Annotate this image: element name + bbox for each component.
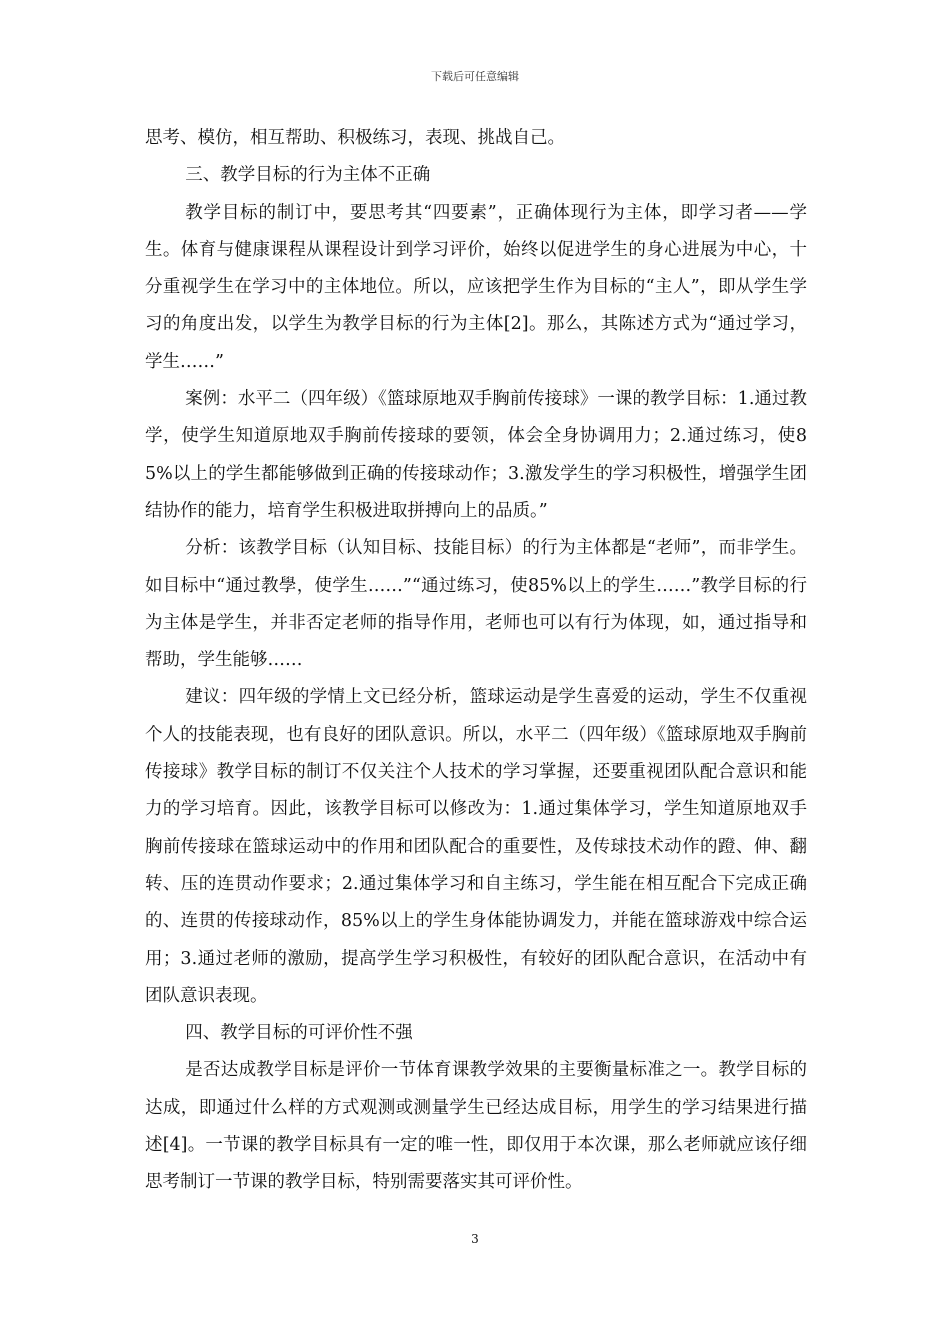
paragraph-suggestion: 建议：四年级的学情上文已经分析，篮球运动是学生喜爱的运动，学生不仅重视个人的技能表现，也有良好的团队意识。所以，水平二（四年级）《篮球原地双手胸前传接球》教学目标的制订不仅关注个人技术的学习掌握，还要重视团队配合意识和能力的学习培育。因此，该教学目标可以修改为：1.通过集体学习，学生知道原地双手胸前传接球在篮球运动中的作用和团队配合的重要性，及传球技术动作的蹬、伸、翻转、压的连贯动作要求；2.通过集体学习和自主练习，学生能在相互配合下完成正确的、连贯的传接球动作，85%以上的学生身体能协调发力，并能在篮球游戏中综合运用；3.通过老师的激励，提高学生学习积极性，有较好的团队配合意识，在活动中有团队意识表现。: [145, 687, 807, 1006]
section-heading-three: 三、教学目标的行为主体不正确: [185, 165, 431, 186]
paragraph-evaluation: 是否达成教学目标是评价一节体育课教学效果的主要衡量标准之一。教学目标的达成，即通过什么样的方式观测或测量学生已经达成目标，用学生的学习结果进行描述[4]。一节课的教学目标具有一定的唯一性，即仅用于本次课，那么老师就应该仔细思考制订一节课的教学目标，特别需要落实其可评价性。: [145, 1060, 807, 1193]
paragraph-behavior-subject: 教学目标的制订中，要思考其“四要素”，正确体现行为主体，即学习者——学生。体育与健康课程从课程设计到学习评价，始终以促进学生的身心进展为中心，十分重视学生在学习中的主体地位。所以，应该把学生作为目标的“主人”，即从学生学习的角度出发，以学生为教学目标的行为主体[2]。那么，其陈述方式为“通过学习，学生……”: [145, 202, 807, 372]
paragraph-continuation: 思考、模仿，相互帮助、积极练习，表现、挑战自己。: [145, 128, 565, 148]
page-header: 下载后可任意编辑: [431, 70, 519, 83]
paragraph-case: 案例：水平二（四年级）《篮球原地双手胸前传接球》一课的教学目标：1.通过教学，使学生知道原地双手胸前传接球的要领，体会全身协调用力；2.通过练习，使85%以上的学生都能够做到正确的传接球动作；3.激发学生的学习积极性，增强学生团结协作的能力，培育学生积极进取拼搏向上的品质。”: [145, 389, 807, 521]
paragraph-analysis: 分析：该教学目标（认知目标、技能目标）的行为主体都是“老师”，而非学生。如目标中“通过教學，使学生……”“通过练习，使85%以上的学生……”教学目标的行为主体是学生，并非否定老师的指导作用，老师也可以有行为体现，如，通过指导和帮助，学生能够……: [145, 538, 807, 671]
page-number: 3: [471, 1232, 479, 1246]
section-heading-four: 四、教学目标的可评价性不强: [185, 1023, 413, 1044]
document-body: [145, 120, 807, 1202]
